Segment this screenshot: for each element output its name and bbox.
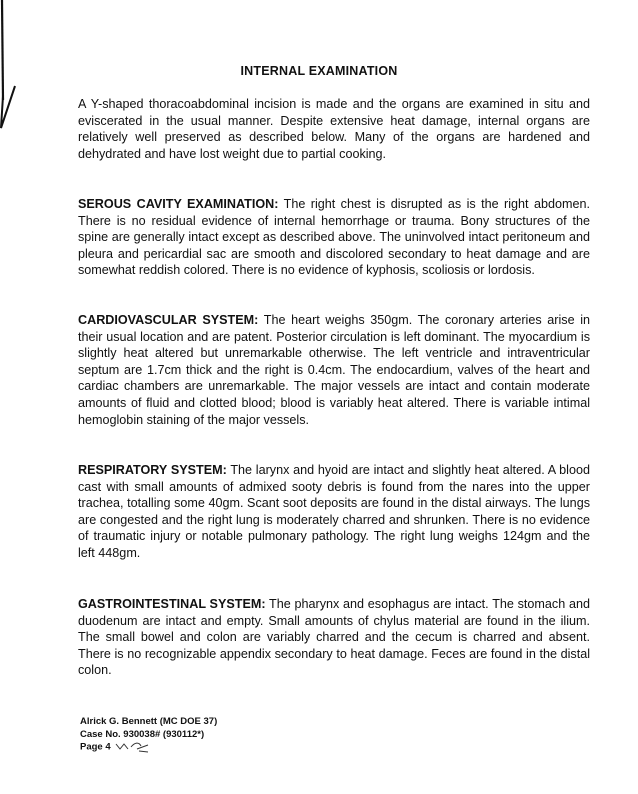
footer-page-number: Page 4 (80, 741, 111, 753)
intro-paragraph (78, 96, 590, 162)
handwritten-scribble-icon (115, 741, 149, 753)
serous-cavity-heading: SEROUS CAVITY EXAMINATION: (78, 197, 279, 211)
page-title: INTERNAL EXAMINATION (240, 64, 398, 78)
document-footer (80, 716, 217, 754)
respiratory-heading: RESPIRATORY SYSTEM: (78, 463, 227, 477)
intro-body: A Y-shaped thoracoabdominal incision is made and the organs are examined in situ and eviscerated in the usual manner. Despite extensive heat damage, internal organs are relatively well preserved as described below. Many of the organs are hardened and dehydrated and have lost weight due to partial cooking. (78, 97, 590, 161)
respiratory-section (78, 462, 590, 562)
cardiovascular-body: The heart weighs 350gm. The coronary arteries arise in their usual location and are patent. Posterior circulation is left dominant. The myocardium is slightly heat altered but unremarkable otherwise. The left ventricle and intraventricular septum are 1.7cm thick and the right is 0.4cm. The endocardium, valves of the heart and cardiac chambers are unremarkable. The major vessels are intact and contain moderate amounts of fluid and clotted blood; blood is variably heat altered. There is variable intimal hemoglobin staining of the major vessels. (78, 313, 591, 427)
footer-page-row (80, 741, 217, 754)
footer-name: Alrick G. Bennett (MC DOE 37) (80, 716, 218, 727)
cardiovascular-heading: CARDIOVASCULAR SYSTEM: (78, 313, 259, 327)
respiratory-body: The larynx and hyoid are intact and slightly heat altered. A blood cast with small amounts of admixed sooty debris is found from the nares into the upper trachea, totalling some 40gm. Scant soot deposits are found in the distal airways. The lungs are congested and the right lung is moderately charred and shrunken. There is no evidence of traumatic injury or notable pulmonary pathology. The right lung weighs 124gm and the left 448gm. (78, 463, 590, 560)
gastrointestinal-section (78, 596, 590, 679)
footer-case-number: Case No. 930038# (930112*) (80, 728, 205, 740)
serous-cavity-section (78, 196, 590, 279)
gastrointestinal-body: The pharynx and esophagus are intact. The stomach and duodenum are intact and empty. Small amounts of chylus material are found in the ilium. The small bowel and colon are variably charred and the cecum is charred and absent. There is no recognizable appendix secondary to heat damage. Feces are found in the distal colon. (78, 597, 590, 678)
serous-cavity-body: The right chest is disrupted as is the right abdomen. There is no residual evidence of internal hemorrhage or trauma. Bony structures of the spine are generally intact except as described above. The uninvolved intact peritoneum and pleura and pericardial sac are smooth and discolored secondary to heat damage and are somewhat reddish colored. There is no evidence of kyphosis, scoliosis or lordosis. (78, 197, 590, 278)
cardiovascular-section (78, 312, 590, 428)
gastrointestinal-heading: GASTROINTESTINAL SYSTEM: (78, 597, 266, 611)
